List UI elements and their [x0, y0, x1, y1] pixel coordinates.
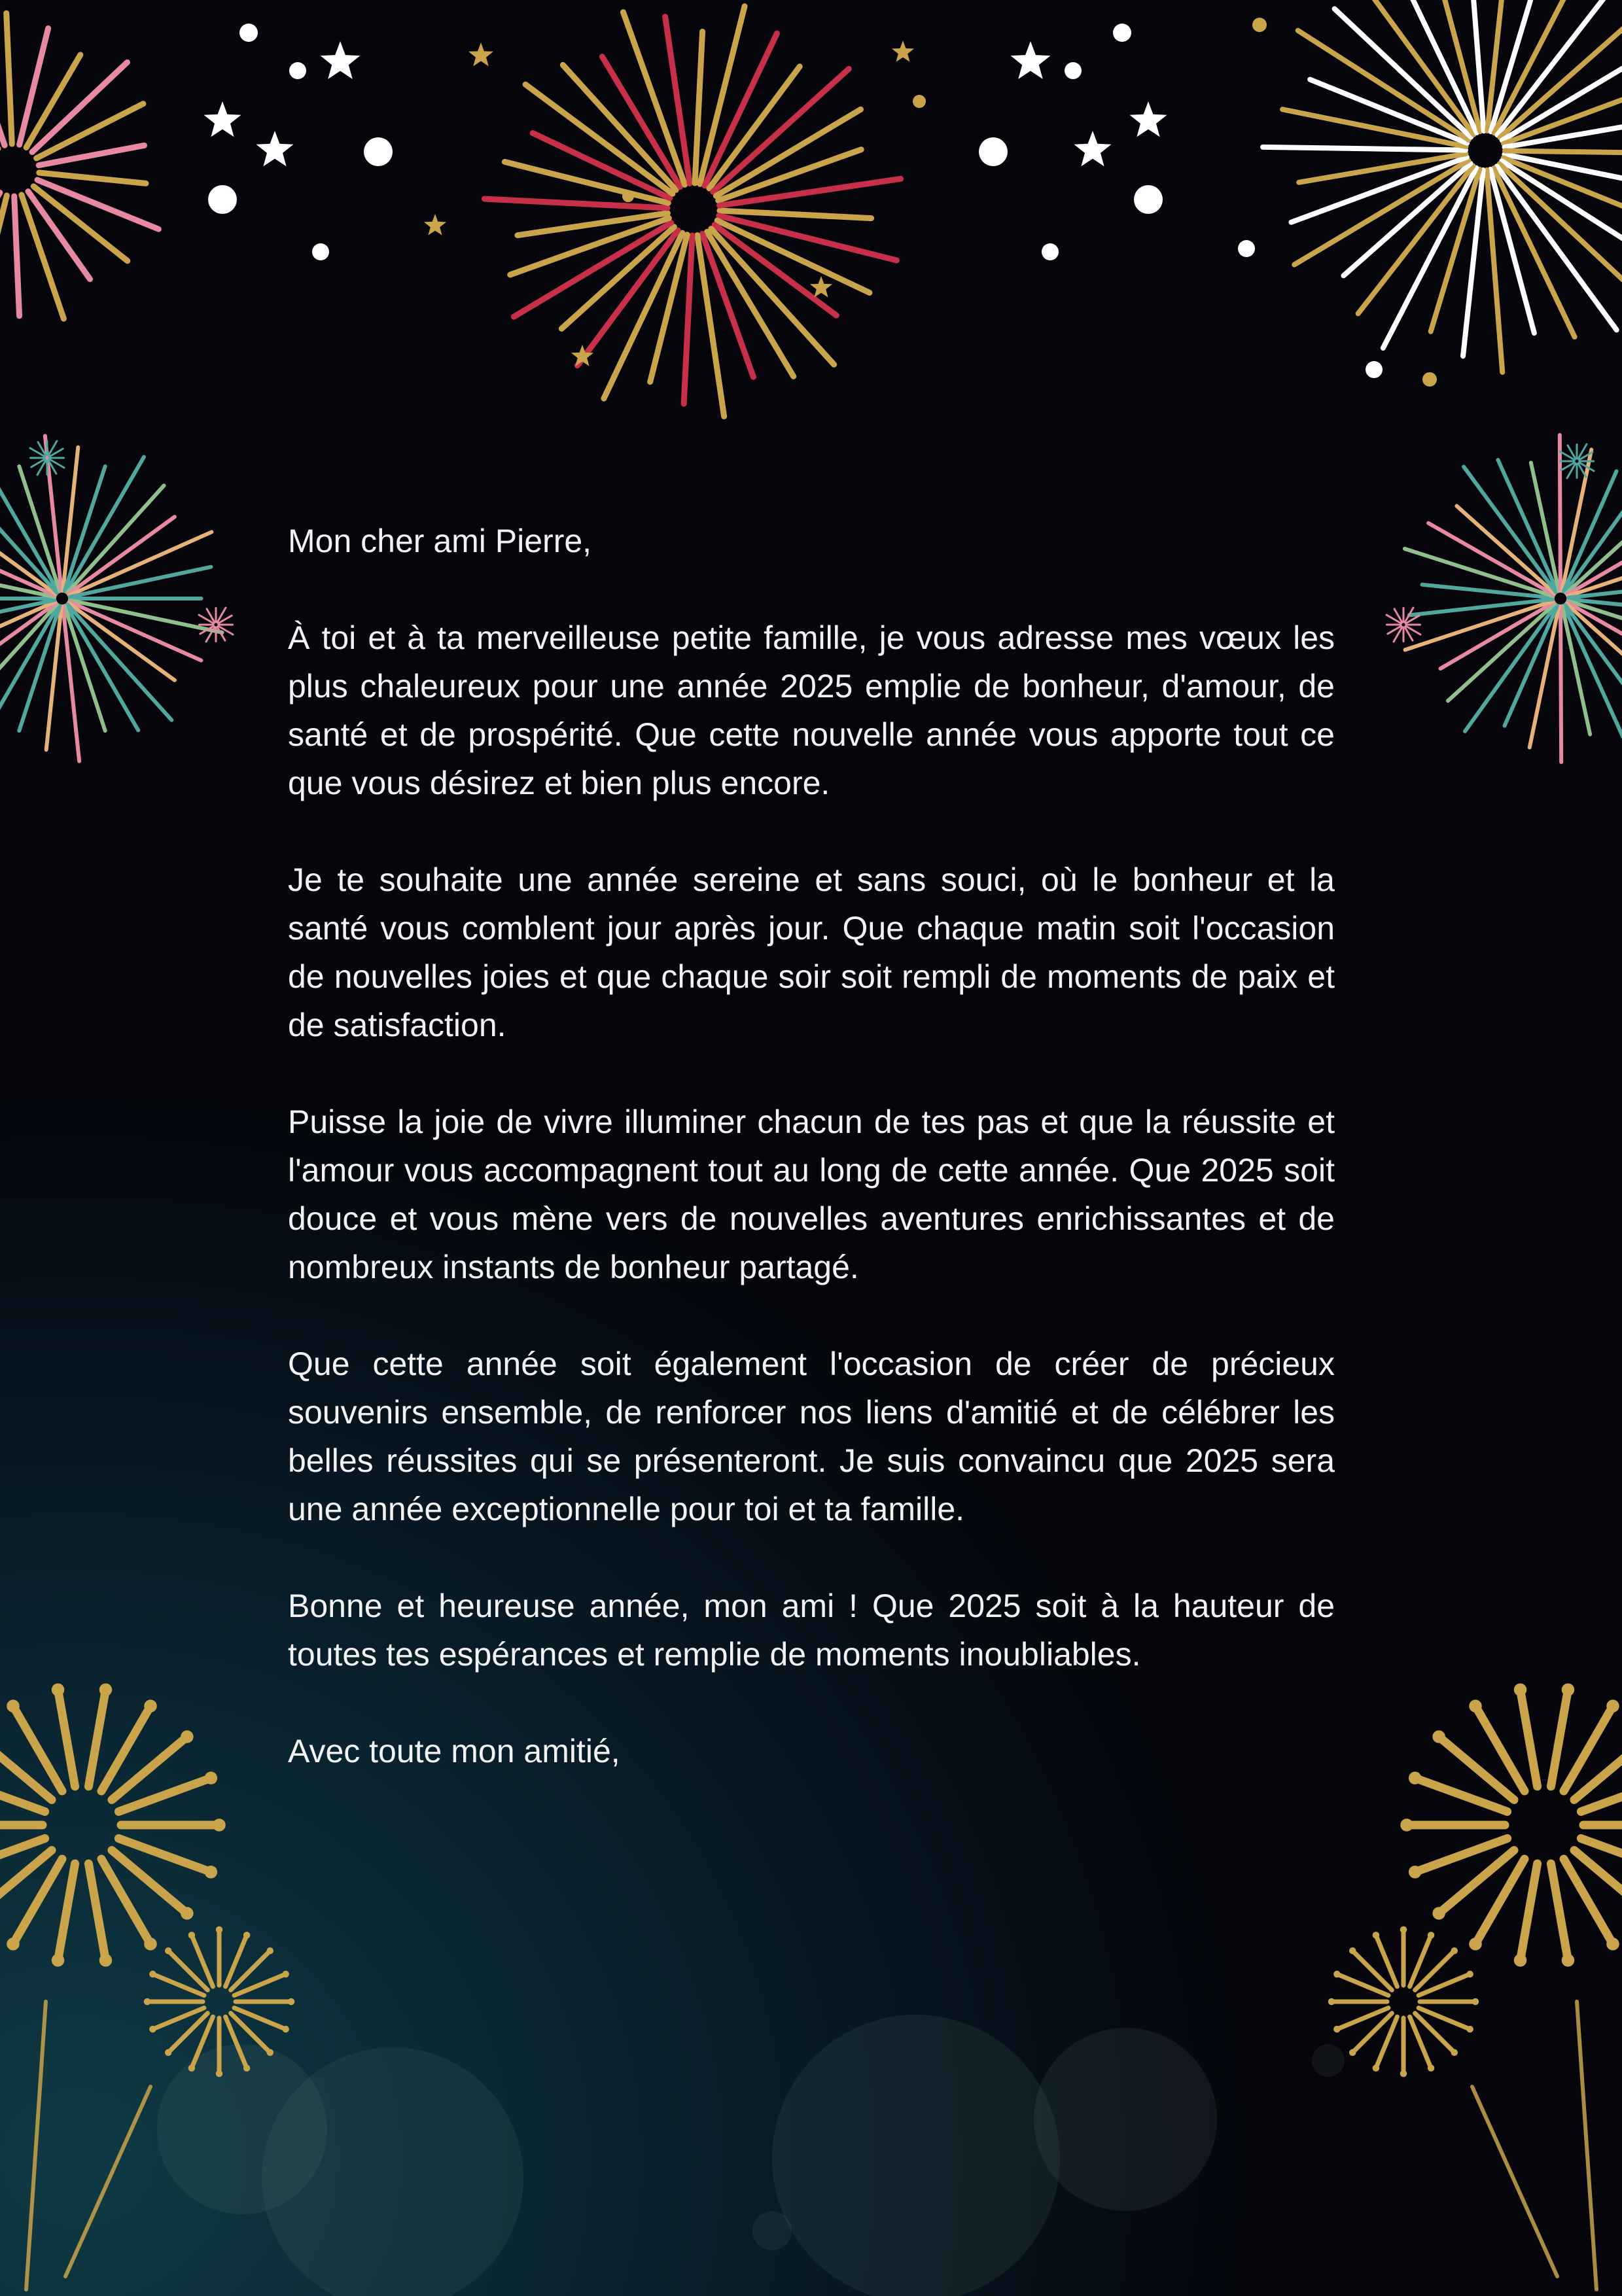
sparkle-dot-icon: [1366, 361, 1383, 378]
sparkle-dot-icon: [622, 190, 634, 202]
star-icon: [1011, 41, 1051, 79]
firework-burst-icon: [1263, 0, 1622, 372]
bokeh-light-icon: [772, 2015, 1060, 2296]
sparkle-dot-icon: [364, 137, 393, 166]
sparkle-dot-icon: [289, 62, 306, 79]
sparkle-dot-icon: [979, 137, 1008, 166]
sparkle-dot-icon: [239, 24, 258, 42]
letter-greeting: Mon cher ami Pierre,: [288, 523, 592, 559]
star-icon: [1130, 101, 1167, 137]
letter-paragraph-5: Bonne et heureuse année, mon ami ! Que 2025 soit à la hauteur de toutes tes espérances et remplie de moments inoubliables.: [288, 1588, 1335, 1673]
star-icon: [810, 276, 832, 298]
bokeh-light-icon: [1034, 2028, 1217, 2211]
firework-burst-icon: [0, 13, 158, 319]
sparkle-dot-icon: [208, 185, 237, 214]
firework-burst-icon: [144, 1926, 295, 2078]
sparkle-dot-icon: [1422, 372, 1437, 387]
star-icon: [468, 43, 493, 66]
sparkle-dot-icon: [1042, 243, 1059, 260]
sparkle-dot-icon: [1065, 62, 1082, 79]
bokeh-light-icon: [752, 2211, 792, 2250]
letter-paragraph-2: Je te souhaite une année sereine et sans souci, où le bonheur et la santé vous comblent jour après jour. Que chaque matin soit l'occasion de nouvelles joies et que chaque soir soit rempli de moments de paix et de satisfaction.: [288, 861, 1335, 1043]
sparkle-dot-icon: [312, 243, 329, 260]
firework-burst-icon: [1400, 1683, 1622, 1966]
firework-burst-icon: [484, 7, 900, 417]
bokeh-light-icon: [1312, 2044, 1345, 2077]
letter-paragraph-1: À toi et à ta merveilleuse petite famille, je vous adresse mes vœux les plus chaleureux pour une année 2025 emplie de bonheur, d'amour, de santé et de prospérité. Que cette nouvelle année vous apporte tout ce que vous désirez et bien plus encore.: [288, 619, 1335, 801]
firework-burst-icon: [0, 436, 222, 761]
letter-paragraph-4: Que cette année soit également l'occasion de créer de précieux souvenirs ensemble, de renforcer nos liens d'amitié et de célébrer les belles réussites qui se présenteront. Je suis convaincu que 2025 sera une année exceptionnelle pour toi et ta famille.: [288, 1346, 1335, 1527]
star-icon: [1074, 131, 1112, 166]
firework-burst-icon: [1328, 1926, 1479, 2078]
star-icon: [892, 41, 914, 62]
sparkle-dot-icon: [913, 95, 926, 108]
star-icon: [256, 131, 294, 166]
firework-burst-icon: [0, 1683, 226, 1966]
sparkle-dot-icon: [1113, 24, 1131, 42]
sparkle-dot-icon: [1134, 185, 1163, 214]
letter-paragraph-3: Puisse la joie de vivre illuminer chacun de tes pas et que la réussite et l'amour vous accompagnent tout au long de cette année. Que 2025 soit douce et vous mène vers de nouvelles aventures enrichissantes et de nombreux instants de bonheur partagé.: [288, 1104, 1335, 1285]
star-icon: [321, 41, 361, 79]
sparkle-dot-icon: [1238, 240, 1255, 257]
firework-burst-icon: [1560, 444, 1594, 478]
letter-closing: Avec toute mon amitié,: [288, 1733, 620, 1769]
letter-body: [288, 517, 1335, 1824]
firework-burst-icon: [199, 608, 233, 642]
star-icon: [424, 214, 446, 235]
sparkle-dot-icon: [1252, 18, 1267, 32]
star-icon: [204, 101, 241, 137]
firework-burst-icon: [1405, 435, 1622, 762]
